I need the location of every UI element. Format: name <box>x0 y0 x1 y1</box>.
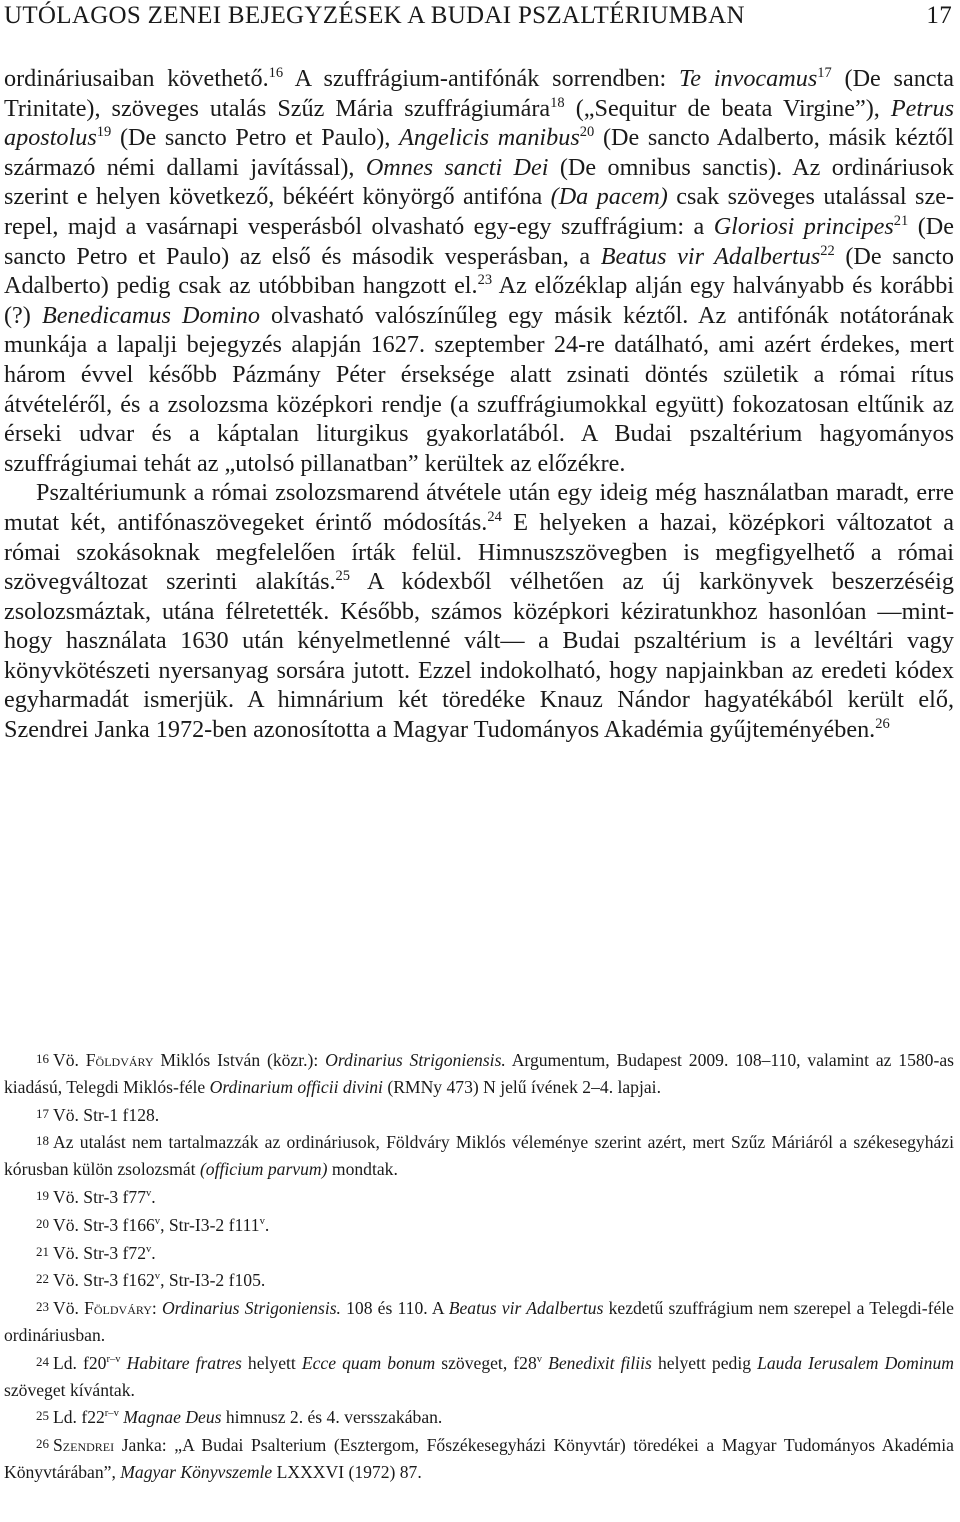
text-run: , Str-I3-2 f105. <box>160 1270 266 1291</box>
text-run: 108 és 110. A <box>340 1298 449 1319</box>
text-run: A szuffrágium-antifónák sorrendben: <box>283 65 680 92</box>
italic-text: Habitare fratres <box>126 1352 242 1373</box>
superscript: 25 <box>335 568 351 585</box>
text-run: Ld. f20 <box>53 1352 107 1373</box>
author-name: Földváry <box>84 1298 152 1319</box>
italic-text: Gloriosi principes <box>713 212 894 240</box>
text-run: (De sancto Adalberto) pedig csak az utóbbiban hangzott el. <box>4 242 954 300</box>
superscript: v <box>146 1188 152 1200</box>
text-run: helyett <box>241 1352 302 1373</box>
footnote <box>4 1046 954 1101</box>
text-run: LXXXVI (1972) 87. <box>272 1461 422 1482</box>
footnote-number: 18 <box>36 1133 49 1149</box>
text-run: E helyeken a hazai, középkori változatot a római szokásoknak megfelelően írták felül. Himnuszszövegben is megfigyelhető a római szövegváltozat szerinti alakítás. <box>4 508 954 596</box>
page-number: 17 <box>926 2 952 29</box>
text-run: Vö. Str-3 f166 <box>53 1214 155 1235</box>
footnotes <box>4 1046 954 1486</box>
footnote-number: 19 <box>36 1187 49 1203</box>
text-run: Vö. Str-1 f128. <box>53 1104 160 1125</box>
footnote-number: 17 <box>36 1105 49 1121</box>
superscript: 21 <box>893 212 909 229</box>
text-run: (De sancta Trinitate), szöveges utalás Szűz Mária szuffrágiumára <box>4 65 954 122</box>
text-run: Ld. f22 <box>53 1407 105 1428</box>
text-run: szöveget, f28 <box>435 1352 537 1373</box>
footnote-number: 20 <box>36 1215 49 1231</box>
footnote-number: 16 <box>36 1051 49 1066</box>
text-run: kezdetű szuffrágium nem szerepel a Telegdi-féle ordináriusban. <box>4 1298 954 1345</box>
superscript: 17 <box>817 64 832 81</box>
footnote-number: 22 <box>36 1271 49 1287</box>
superscript: v <box>154 1215 161 1227</box>
footnote-number: 26 <box>36 1436 49 1452</box>
footnote <box>4 1349 954 1404</box>
paragraph <box>4 64 954 478</box>
superscript: v <box>259 1215 265 1227</box>
text-run: (De sancto Petro et Paulo) az első és második vesperásban, a <box>4 212 954 270</box>
text-run: (RMNy 473) N jelű ívének 2–4. lapjai. <box>382 1076 661 1097</box>
text-run: helyett pedig <box>651 1352 758 1373</box>
text-run: . <box>151 1186 156 1207</box>
text-run: mondtak. <box>327 1159 398 1180</box>
italic-text: Lauda Ierusalem Dominum <box>757 1352 954 1373</box>
italic-text: Benedixit filiis <box>548 1352 652 1373</box>
superscript: 16 <box>268 64 284 81</box>
text-run: A kódexből vélhetően az új karkönyvek beszerzéséig zsolozsmáztak, utána félretették. Később, számos középkori kéziratunkhoz hasonlóan —minthogy használata 1630 után kényelmetlenné vált— a Budai pszaltérium is a levéltári vagy könyvkötészeti nyersanyag sorsára jutott. Ezzel indokolható, hogy napjainkban az eredeti kódex egyharmadát ismerjük. A himnárium két töredéke Knauz Nándor hagyatékából került elő, Szendrei Janka 1972-ben azonosította a Magyar Tudományos Akadémia gyűjteményében. <box>4 568 954 744</box>
superscript: 22 <box>820 242 835 259</box>
superscript: r–v <box>104 1408 119 1420</box>
text-run: Vö. Str-3 f72 <box>53 1242 146 1263</box>
footnote <box>4 1183 954 1211</box>
superscript: 23 <box>477 272 493 289</box>
superscript: r–v <box>106 1353 121 1365</box>
text-run: olvasható valószínűleg egy másik kéztől. Az antifónák notátorának munkája a lapalji bejegyzés alapján 1627. szeptember 24-re datálható, ami azért érdekes, mert három évvel később Pázmány Péter érseksége alatt zsinati döntés születik a római rítus átvételéről, és a zsolozsma középkori rendje (a szuffrágiumokkal együtt) fokozatosan eltűnik az érseki udvar és a káptalan liturgikus gyakorlatából. A Budai pszaltérium hagyományos szuffrágiumai tehát az „utolsó pillanatban” kerültek az előzékre. <box>4 301 954 477</box>
superscript: 18 <box>550 94 565 111</box>
footnote <box>4 1239 954 1267</box>
text-run: szöveget kívántak. <box>4 1379 135 1400</box>
text-run: Miklós István (közr.): <box>153 1050 326 1070</box>
italic-text: Te invocamus <box>679 65 818 92</box>
text-run: Vö. Str-3 f77 <box>53 1186 146 1207</box>
italic-text: Magnae Deus <box>123 1407 222 1428</box>
italic-text: Benedicamus Domino <box>41 301 260 329</box>
footnote <box>4 1101 954 1129</box>
text-run: (De omnibus sanctis). Az ordináriusok szerint e helyen következő, békéért könyörgő antifóna <box>4 153 955 211</box>
text-run: Vö. Str-3 f162 <box>53 1270 155 1291</box>
footnote <box>4 1266 954 1294</box>
italic-text: Petrus apostolus <box>4 94 954 152</box>
author-name: Szendrei <box>53 1435 115 1456</box>
superscript: 26 <box>875 716 890 732</box>
paragraph <box>4 478 954 744</box>
text-run: (De sancto Petro et Paulo), <box>111 124 400 152</box>
text-run: (De sancto Adalberto, másik kéztől származó némi dallami javítással), <box>4 124 954 181</box>
italic-text: Ordinarium officii divini <box>209 1076 383 1097</box>
italic-text: Ordinarius Strigoniensis. <box>161 1298 341 1319</box>
footnote-number: 24 <box>36 1353 49 1369</box>
footnote <box>4 1211 954 1239</box>
text-run: Vö. <box>53 1298 85 1319</box>
text-run: himnusz 2. és 4. versszakában. <box>221 1407 443 1428</box>
superscript: v <box>146 1243 152 1255</box>
superscript: v <box>536 1353 543 1365</box>
footnote <box>4 1294 954 1349</box>
superscript: 20 <box>579 124 595 141</box>
italic-text: Ecce quam bonum <box>301 1352 436 1373</box>
text-run: Janka: „A Budai Psalterium (Esztergom, Főszékesegyházi Könyvtár) töredékei a Magyar Tudományos Akadémia Könyvtárában”, <box>4 1435 954 1482</box>
running-head-title: UTÓLAGOS ZENEI BEJEGYZÉSEK A BUDAI PSZALTÉRIUMBAN <box>4 2 745 29</box>
text-run: ordináriusaiban követhető. <box>4 65 269 92</box>
text-run: , Str-I3-2 f111 <box>160 1214 260 1235</box>
superscript: v <box>154 1271 161 1283</box>
author-name: Földváry <box>85 1050 154 1070</box>
footnote-number: 21 <box>36 1243 49 1259</box>
italic-text: Omnes sancti Dei <box>365 153 549 181</box>
text-run: Pszaltériumunk a római zsolozsmarend átvétele után egy ideig még használatban maradt, erre mutat két, antifónaszövegeket érintő módosítás. <box>4 479 954 536</box>
text-run: csak szöveges utalással szerepel, majd a vasárnapi vesperásból olvasható egy-egy szuffrágium: a <box>4 183 955 240</box>
italic-text: Ordinarius Strigoniensis. <box>325 1050 506 1070</box>
text-run: . <box>151 1242 156 1263</box>
footnote <box>4 1403 954 1431</box>
footnote <box>4 1128 954 1183</box>
main-text <box>4 64 954 745</box>
text-run: Az utalást nem tartalmazzák az ordináriusok, Földváry Miklós véleménye szerint azért, mert Szűz Máriáról a székesegyházi kórusban külön zsolozsmát <box>4 1132 954 1180</box>
footnote-number: 23 <box>36 1299 49 1315</box>
text-run: : <box>151 1298 162 1319</box>
running-head <box>4 2 952 36</box>
italic-text: Angelicis manibus <box>399 124 580 152</box>
text-run: Vö. <box>53 1050 86 1070</box>
italic-text: Beatus vir Adalbertus <box>600 242 821 270</box>
footnote-number: 25 <box>36 1408 49 1424</box>
italic-text: (officium parvum) <box>199 1159 328 1180</box>
italic-text: Magyar Könyvszemle <box>120 1461 273 1482</box>
text-run: Az előzéklap alján egy halványabb és korábbi (?) <box>4 272 955 329</box>
italic-text: (Da pacem) <box>550 183 668 211</box>
superscript: 24 <box>487 508 502 525</box>
text-run: Argumentum, Budapest 2009. 108–110, valamint az 1580-as kiadású, Telegdi Miklós-féle <box>4 1050 954 1097</box>
text-run: („Sequitur de beata Virgine”), <box>564 94 891 122</box>
italic-text: Beatus vir Adalbertus <box>448 1298 604 1319</box>
superscript: 19 <box>96 124 112 141</box>
footnote <box>4 1431 954 1486</box>
text-run: . <box>264 1214 270 1235</box>
